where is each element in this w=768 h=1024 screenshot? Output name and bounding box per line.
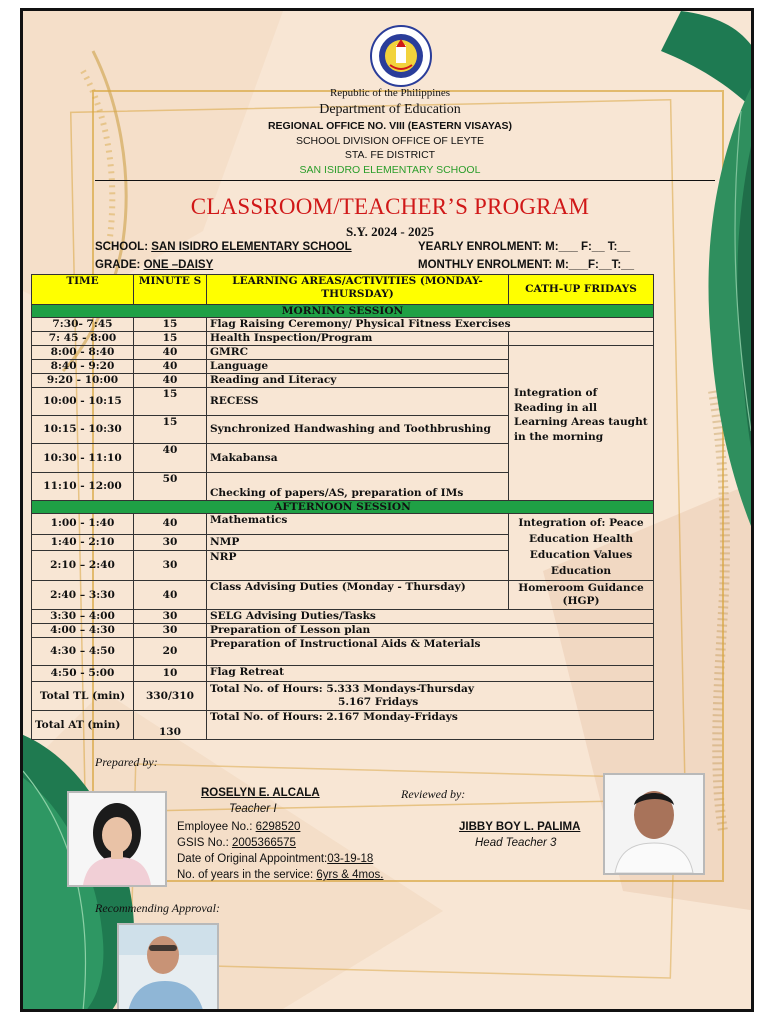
row-minutes: 30	[134, 624, 207, 638]
row-time: 7: 45 - 8:00	[32, 332, 134, 346]
afternoon-session-row	[32, 501, 654, 514]
header-areas: LEARNING AREAS/ACTIVITIES (MONDAY-THURSDAY)	[207, 275, 509, 305]
row-minutes: 15	[134, 388, 207, 416]
teacher-title: Teacher I	[229, 803, 277, 815]
row-minutes: 15	[134, 416, 207, 444]
table-row	[32, 581, 654, 610]
table-row	[32, 514, 654, 535]
principal-photo	[117, 923, 219, 1012]
row-activity: Checking of papers/AS, preparation of IMs	[207, 473, 654, 501]
row-time: 10:15 - 10:30	[32, 416, 134, 444]
row-minutes: 15	[134, 332, 207, 346]
deped-seal-icon	[370, 25, 432, 87]
row-activity: Synchronized Handwashing and Toothbrushing	[207, 416, 509, 444]
total-at-minutes: 130	[134, 711, 207, 740]
row-minutes: 10	[134, 666, 207, 682]
table-header-row	[32, 275, 654, 305]
grade-info	[95, 259, 213, 271]
row-friday-empty	[509, 332, 654, 346]
row-time: 4:00 – 4:30	[32, 624, 134, 638]
row-time: 2:10 – 2:40	[32, 550, 134, 580]
row-activity: Preparation of Lesson plan	[207, 624, 654, 638]
schedule-table	[31, 274, 654, 740]
morning-session-row	[32, 305, 654, 318]
reviewer-title: Head Teacher 3	[475, 837, 557, 849]
row-time: 3:30 – 4:00	[32, 610, 134, 624]
reviewer-portrait-icon	[605, 775, 703, 873]
prepared-by-label: Prepared by:	[95, 755, 158, 769]
total-at-row	[32, 711, 654, 740]
row-minutes: 30	[134, 550, 207, 580]
row-activity: Flag Retreat	[207, 666, 654, 682]
row-minutes: 30	[134, 610, 207, 624]
years-service-line	[177, 869, 383, 881]
row-activity: RECESS	[207, 388, 509, 416]
years-label: No. of years in the service:	[177, 869, 317, 881]
header-divider	[95, 180, 715, 181]
employee-no-line	[177, 821, 300, 833]
yearly-enrolment: YEARLY ENROLMENT: M:___ F:__ T:__	[418, 241, 631, 253]
row-minutes: 15	[134, 318, 207, 332]
total-at-label: Total AT (min)	[32, 711, 134, 740]
employee-no: 6298520	[255, 821, 301, 833]
row-minutes: 40	[134, 514, 207, 535]
row-activity: Preparation of Instructional Aids & Materials	[207, 638, 654, 666]
employee-label: Employee No.:	[177, 821, 256, 833]
school-label: SCHOOL:	[95, 241, 149, 253]
gsis-no-line	[177, 837, 296, 849]
row-time: 8:00 - 8:40	[32, 346, 134, 360]
row-time: 10:30 - 11:10	[32, 444, 134, 473]
row-time: 9:20 - 10:00	[32, 374, 134, 388]
morning-session-label: MORNING SESSION	[32, 305, 654, 318]
table-row	[32, 346, 654, 360]
row-activity: Mathematics	[207, 514, 509, 535]
total-tl-row	[32, 682, 654, 711]
table-row	[32, 624, 654, 638]
row-activity: NMP	[207, 534, 509, 550]
afternoon-friday-cell-2: Homeroom Guidance (HGP)	[509, 581, 654, 610]
row-time: 4:30 – 4:50	[32, 638, 134, 666]
row-minutes: 40	[134, 581, 207, 610]
header-time: TIME	[32, 275, 134, 305]
total-tl-text	[207, 682, 654, 711]
row-activity: Makabansa	[207, 444, 509, 473]
row-time: 1:00 - 1:40	[32, 514, 134, 535]
row-time: 7:30- 7:45	[32, 318, 134, 332]
grade-label: GRADE:	[95, 259, 141, 271]
table-row	[32, 473, 654, 501]
district-text: STA. FE DISTRICT	[344, 149, 436, 161]
row-minutes: 50	[134, 473, 207, 501]
row-activity: Class Advising Duties (Monday - Thursday)	[207, 581, 509, 610]
republic-text: Republic of the Philippines	[329, 87, 451, 99]
reviewer-name: JIBBY BOY L. PALIMA	[459, 821, 581, 833]
appointment-date: 03-19-18	[327, 853, 374, 865]
appointment-label: Date of Original Appointment:	[177, 853, 328, 865]
school-info	[95, 241, 352, 253]
row-minutes: 40	[134, 374, 207, 388]
principal-portrait-icon	[119, 925, 217, 1012]
grade-value: ONE –DAISY	[143, 259, 214, 271]
page-title: CLASSROOM/TEACHER’S PROGRAM	[190, 194, 590, 219]
total-at-text: Total No. of Hours: 2.167 Monday-Fridays	[207, 711, 654, 740]
row-activity: Flag Raising Ceremony/ Physical Fitness Exercises	[207, 318, 654, 332]
division-text: SCHOOL DIVISION OFFICE OF LEYTE	[295, 135, 485, 147]
row-minutes: 30	[134, 534, 207, 550]
total-tl-fridays: 5.167 Fridays	[338, 696, 419, 708]
total-tl-minutes: 330/310	[134, 682, 207, 711]
teacher-portrait-icon	[69, 793, 165, 885]
teacher-photo	[67, 791, 167, 887]
row-time: 1:40 - 2:10	[32, 534, 134, 550]
monthly-enrolment: MONTHLY ENROLMENT: M:___F:__T:__	[418, 259, 634, 271]
years-value: 6yrs & 4mos.	[316, 869, 384, 881]
row-minutes: 40	[134, 346, 207, 360]
reviewed-by-label: Reviewed by:	[401, 787, 466, 801]
row-time: 4:50 - 5:00	[32, 666, 134, 682]
school-year: S.Y. 2024 - 2025	[345, 224, 434, 239]
afternoon-session-label: AFTERNOON SESSION	[32, 501, 654, 514]
header-minutes: MINUTE S	[134, 275, 207, 305]
row-activity: Language	[207, 360, 509, 374]
row-activity: Health Inspection/Program	[207, 332, 509, 346]
table-row	[32, 638, 654, 666]
document-page	[20, 8, 754, 1012]
row-time: 11:10 - 12:00	[32, 473, 134, 501]
row-time: 8:40 - 9:20	[32, 360, 134, 374]
total-tl-label: Total TL (min)	[32, 682, 134, 711]
row-activity: NRP	[207, 550, 509, 580]
table-row	[32, 666, 654, 682]
regional-office-text: REGIONAL OFFICE NO. VIII (EASTERN VISAYAS)	[267, 120, 513, 132]
total-tl-hours: Total No. of Hours: 5.333 Mondays-Thursday	[210, 683, 475, 695]
school-name-header: SAN ISIDRO ELEMENTARY SCHOOL	[299, 164, 481, 176]
teacher-name: ROSELYN E. ALCALA	[201, 787, 320, 799]
row-activity: Reading and Literacy	[207, 374, 509, 388]
row-activity: SELG Advising Duties/Tasks	[207, 610, 654, 624]
reviewer-photo	[603, 773, 705, 875]
table-row	[32, 610, 654, 624]
table-row	[32, 332, 654, 346]
afternoon-friday-cell-1: Integration of: Peace Education Health Education Values Education	[509, 514, 654, 581]
morning-friday-cell: Integration of Reading in all Learning Areas taught in the morning	[509, 346, 654, 501]
row-minutes: 40	[134, 444, 207, 473]
row-activity: GMRC	[207, 346, 509, 360]
row-minutes: 20	[134, 638, 207, 666]
department-text: Department of Education	[319, 102, 461, 117]
school-value: SAN ISIDRO ELEMENTARY SCHOOL	[151, 241, 352, 253]
table-row	[32, 318, 654, 332]
gsis-no: 2005366575	[231, 837, 296, 849]
gsis-label: GSIS No.:	[177, 837, 232, 849]
row-minutes: 40	[134, 360, 207, 374]
recommending-approval-label: Recommending Approval:	[95, 901, 220, 915]
row-time: 10:00 - 10:15	[32, 388, 134, 416]
row-time: 2:40 – 3:30	[32, 581, 134, 610]
appointment-line	[177, 853, 373, 865]
header-fridays: CATH-UP FRIDAYS	[509, 275, 654, 305]
